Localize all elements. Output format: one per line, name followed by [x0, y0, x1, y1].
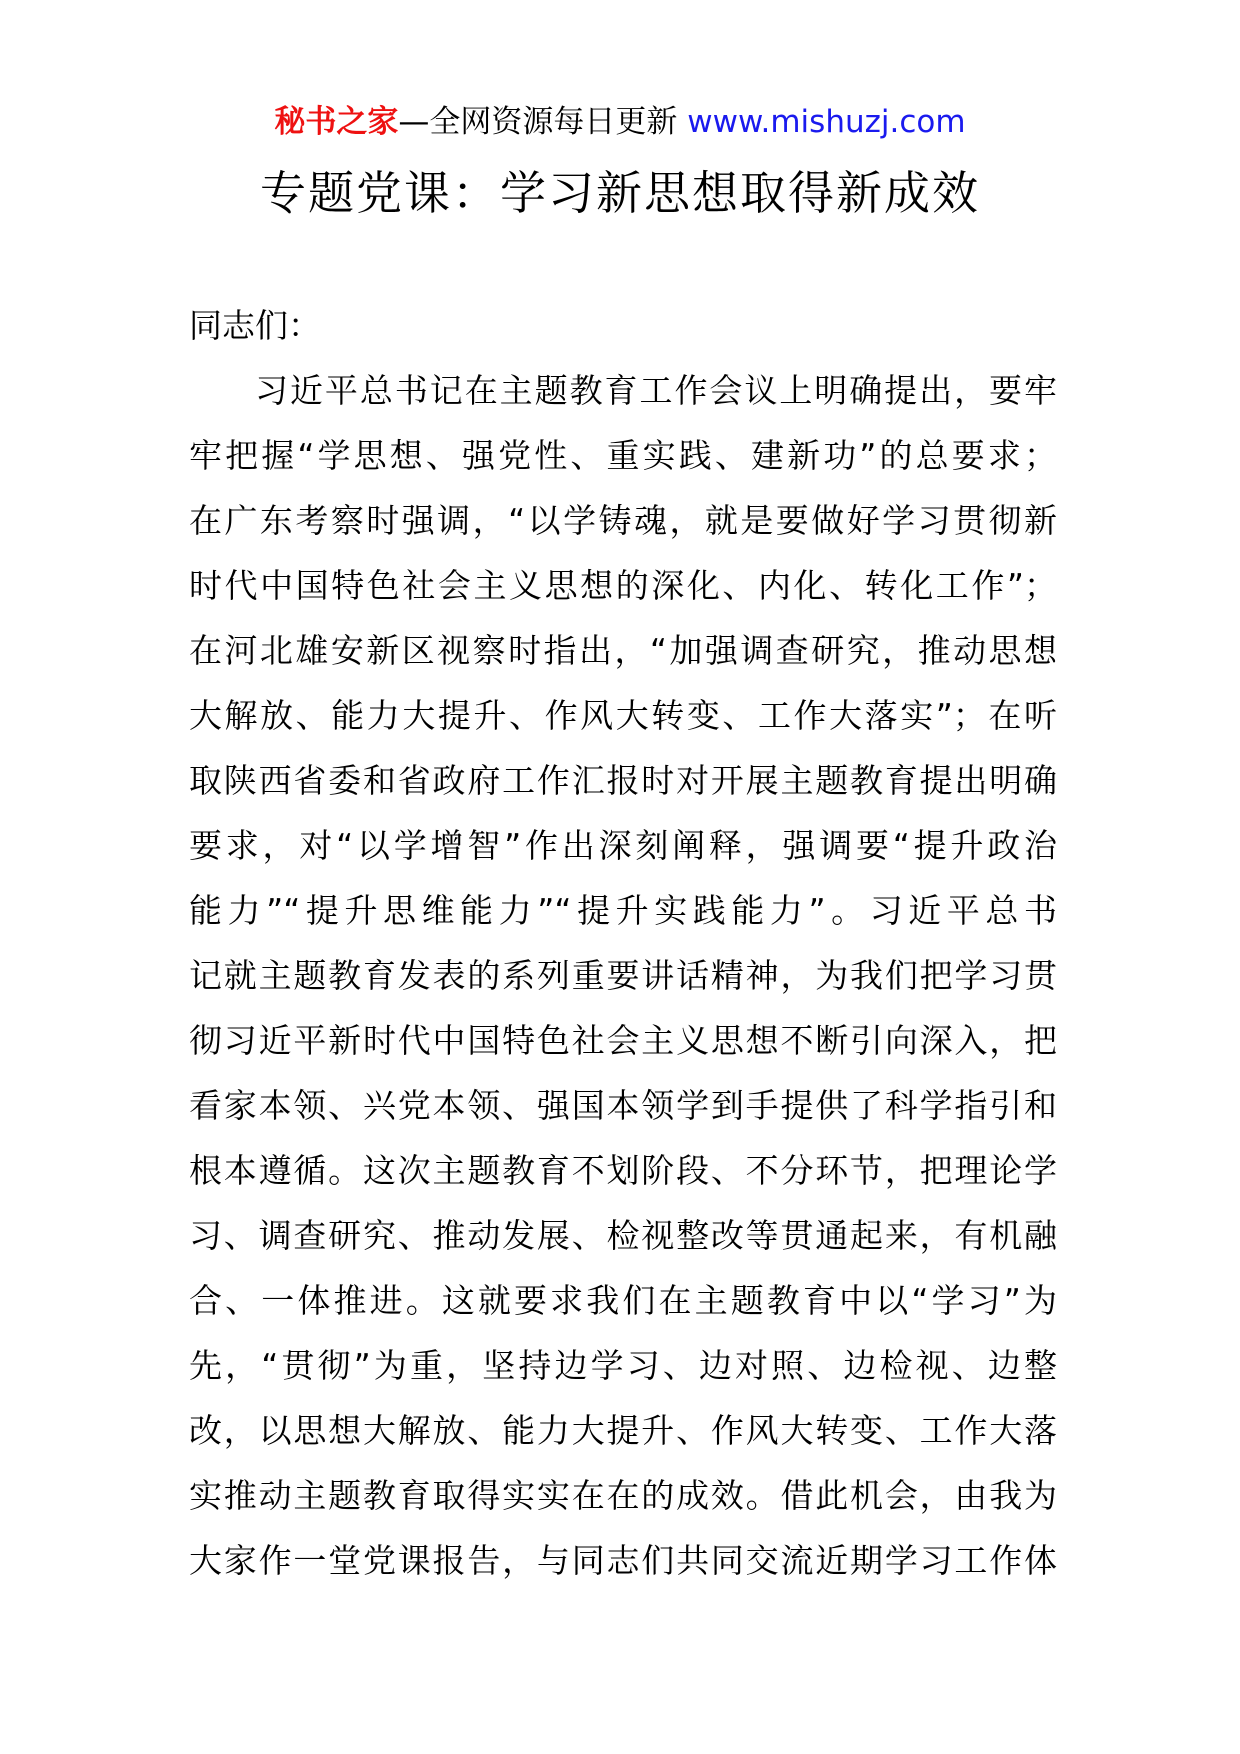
site-url-link[interactable]: www.mishuzj.com — [687, 104, 966, 140]
site-header — [0, 100, 1240, 144]
document-body — [189, 293, 1057, 1593]
paragraph-line: 习、调查研究、推动发展、检视整改等贯通起来，有机融 — [189, 1216, 1057, 1255]
paragraph-line: 根本遵循。这次主题教育不划阶段、不分环节，把理论学 — [189, 1151, 1057, 1190]
paragraph-line: 看家本领、兴党本领、强国本领学到手提供了科学指引和 — [189, 1086, 1057, 1125]
paragraph-line: 大家作一堂党课报告，与同志们共同交流近期学习工作体 — [189, 1541, 1057, 1580]
paragraph-line: 记就主题教育发表的系列重要讲话精神，为我们把学习贯 — [189, 956, 1057, 995]
brand-name: 秘书之家 — [274, 104, 399, 140]
paragraph-line: 在广东考察时强调，“以学铸魂，就是要做好学习贯彻新 — [189, 501, 1057, 540]
paragraph-line: 习近平总书记在主题教育工作会议上明确提出，要牢 — [255, 371, 1057, 410]
paragraph-line: 实推动主题教育取得实实在在的成效。借此机会，由我为 — [189, 1476, 1057, 1515]
paragraph-line: 牢把握“学思想、强党性、重实践、建新功”的总要求； — [189, 436, 1057, 475]
paragraph-line: 取陕西省委和省政府工作汇报时对开展主题教育提出明确 — [189, 761, 1057, 800]
paragraph-line: 合、一体推进。这就要求我们在主题教育中以“学习”为 — [189, 1281, 1057, 1320]
header-tagline: —全网资源每日更新 — [398, 104, 688, 140]
paragraph-line: 要求，对“以学增智”作出深刻阐释，强调要“提升政治 — [189, 826, 1057, 865]
paragraph-line: 改，以思想大解放、能力大提升、作风大转变、工作大落 — [189, 1411, 1057, 1450]
document-title: 专题党课：学习新思想取得新成效 — [260, 166, 980, 220]
paragraph-line: 能力”“提升思维能力”“提升实践能力”。习近平总书 — [189, 891, 1057, 930]
paragraph-line: 先，“贯彻”为重，坚持边学习、边对照、边检视、边整 — [189, 1346, 1057, 1385]
paragraph-line: 彻习近平新时代中国特色社会主义思想不断引向深入，把 — [189, 1021, 1057, 1060]
paragraph-line: 在河北雄安新区视察时指出，“加强调查研究，推动思想 — [189, 631, 1057, 670]
paragraph-line: 大解放、能力大提升、作风大转变、工作大落实”；在听 — [189, 696, 1057, 735]
salutation: 同志们： — [189, 306, 321, 345]
paragraph-line: 时代中国特色社会主义思想的深化、内化、转化工作”； — [189, 566, 1057, 605]
